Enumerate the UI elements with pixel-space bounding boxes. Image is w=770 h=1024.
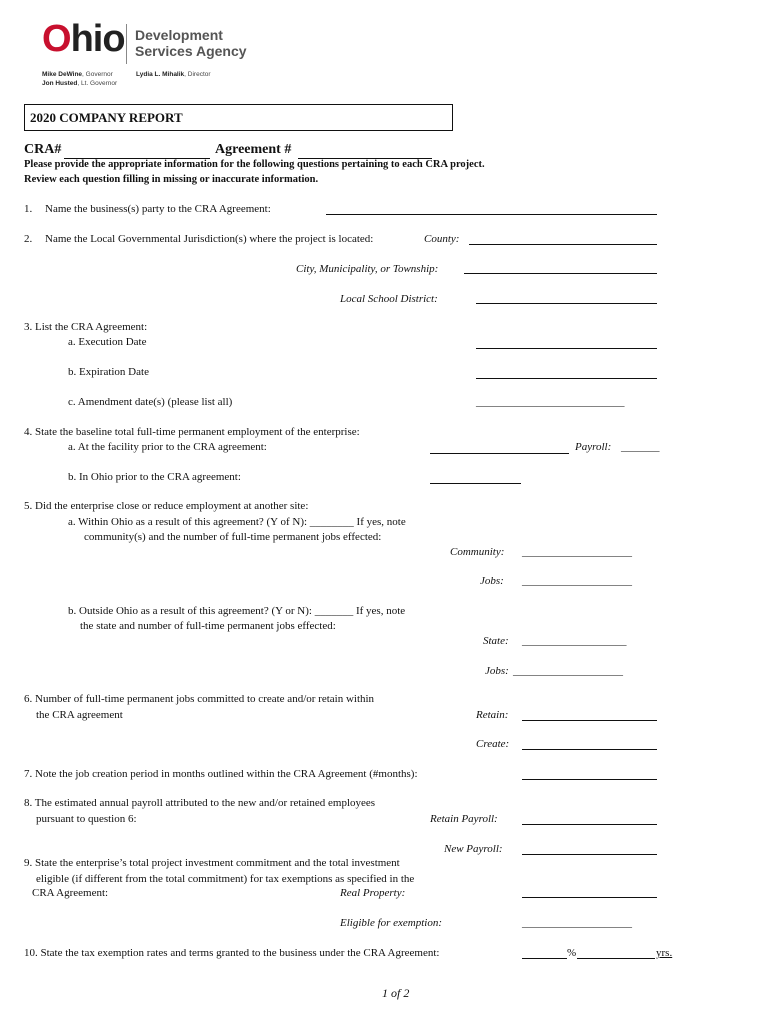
q2-city-label: City, Municipality, or Township:: [296, 263, 439, 275]
instructions-line-2: Review each question filling in missing or inaccurate information.: [24, 174, 319, 185]
q4-facility-employment-field[interactable]: [430, 453, 569, 454]
q3-amendment-field[interactable]: ___________________________: [476, 396, 625, 408]
q10-percent-sign: %: [567, 947, 577, 959]
q6-line1: 6. Number of full-time permanent jobs committed to create and/or retain within: [24, 693, 375, 705]
ohio-logo: Ohio: [42, 18, 125, 60]
q3-c-label: c. Amendment date(s) (please list all): [68, 396, 233, 408]
q9-real-property-field[interactable]: [522, 897, 657, 898]
q4-b-label: b. In Ohio prior to the CRA agreement:: [68, 471, 241, 483]
q9-line3: CRA Agreement:: [32, 887, 109, 899]
q8-new-payroll-field[interactable]: [522, 854, 657, 855]
q5-jobs2-label: Jobs:: [485, 665, 509, 677]
logo-divider: [126, 24, 127, 64]
q10-years-label: yrs.: [656, 947, 673, 959]
q2-text: Name the Local Governmental Jurisdiction(s) where the project is located:: [45, 233, 374, 245]
q6-create-field[interactable]: [522, 749, 657, 750]
q5-jobs2-field[interactable]: ____________________: [513, 665, 623, 677]
q3-execution-date-field[interactable]: [476, 348, 657, 349]
q7-text: 7. Note the job creation period in months outlined within the CRA Agreement (#months):: [24, 768, 418, 780]
governor-block: Mike DeWine, Governor Jon Husted, Lt. Governor: [42, 71, 118, 87]
q3-a-label: a. Execution Date: [68, 336, 147, 348]
q5-a-line1: a. Within Ohio as a result of this agreement? (Y of N): ________ If yes, note: [68, 516, 406, 528]
q6-create-label: Create:: [476, 738, 510, 750]
page-number: 1 of 2: [382, 986, 410, 1000]
q2-county-label: County:: [424, 233, 460, 245]
cra-label: CRA#: [24, 142, 62, 157]
q9-real-property-label: Real Property:: [340, 887, 406, 899]
q4-text: 4. State the baseline total full-time permanent employment of the enterprise:: [24, 426, 360, 438]
report-title: 2020 COMPANY REPORT: [30, 110, 183, 125]
q3-text: 3. List the CRA Agreement:: [24, 321, 148, 333]
q5-a-line2: community(s) and the number of full-time permanent jobs effected:: [84, 531, 382, 543]
q2-city-field[interactable]: [464, 273, 657, 274]
q6-retain-label: Retain:: [476, 709, 509, 721]
q5-jobs-label: Jobs:: [480, 575, 504, 587]
q8-retain-payroll-label: Retain Payroll:: [430, 813, 498, 825]
report-title-box: [24, 104, 453, 131]
q9-line1: 9. State the enterprise’s total project investment commitment and the total investment: [24, 857, 400, 869]
q5-state-field[interactable]: ___________________: [522, 635, 627, 647]
q10-rate-field[interactable]: [522, 958, 567, 959]
q4-a-label: a. At the facility prior to the CRA agreement:: [68, 441, 267, 453]
q8-line2: pursuant to question 6:: [36, 813, 137, 825]
q10-term-field[interactable]: [577, 958, 655, 959]
q9-eligible-label: Eligible for exemption:: [340, 917, 443, 929]
q3-b-label: b. Expiration Date: [68, 366, 149, 378]
agency-name: Development Services Agency: [135, 27, 247, 59]
q5-community-field[interactable]: ____________________: [522, 546, 632, 558]
q2-school-field[interactable]: [476, 303, 657, 304]
q1-text: Name the business(s) party to the CRA Agreement:: [45, 203, 271, 215]
q5-community-label: Community:: [450, 546, 505, 558]
q9-eligible-field[interactable]: ____________________: [522, 917, 632, 929]
q8-new-payroll-label: New Payroll:: [444, 843, 503, 855]
q10-text: 10. State the tax exemption rates and terms granted to the business under the CRA Agreement:: [24, 947, 440, 959]
q5-text: 5. Did the enterprise close or reduce employment at another site:: [24, 500, 309, 512]
q4-ohio-employment-field[interactable]: [430, 483, 521, 484]
q8-retain-payroll-field[interactable]: [522, 824, 657, 825]
q1-business-field[interactable]: [326, 214, 657, 215]
q5-jobs-field[interactable]: ____________________: [522, 575, 632, 587]
q2-school-label: Local School District:: [340, 293, 438, 305]
q9-line2: eligible (if different from the total commitment) for tax exemptions as specified in the: [36, 873, 415, 885]
q5-b-line1: b. Outside Ohio as a result of this agreement? (Y or N): _______ If yes, note: [68, 605, 406, 617]
agreement-label: Agreement #: [215, 142, 292, 157]
q5-state-label: State:: [483, 635, 509, 647]
q2-number: 2.: [24, 233, 33, 245]
q3-expiration-date-field[interactable]: [476, 378, 657, 379]
q2-county-field[interactable]: [469, 244, 657, 245]
q6-retain-field[interactable]: [522, 720, 657, 721]
q8-line1: 8. The estimated annual payroll attributed to the new and/or retained employees: [24, 797, 376, 809]
q4-payroll-label: Payroll:: [575, 441, 612, 453]
instructions-line-1: Please provide the appropriate information for the following questions pertaining to each CRA project.: [24, 159, 485, 170]
q5-b-line2: the state and number of full-time permanent jobs effected:: [80, 620, 336, 632]
q4-payroll-field[interactable]: _______: [621, 441, 660, 453]
q1-number: 1.: [24, 203, 33, 215]
director-block: Lydia L. Mihalik, Director: [136, 71, 211, 78]
q6-line2: the CRA agreement: [36, 709, 123, 721]
q7-months-field[interactable]: [522, 779, 657, 780]
